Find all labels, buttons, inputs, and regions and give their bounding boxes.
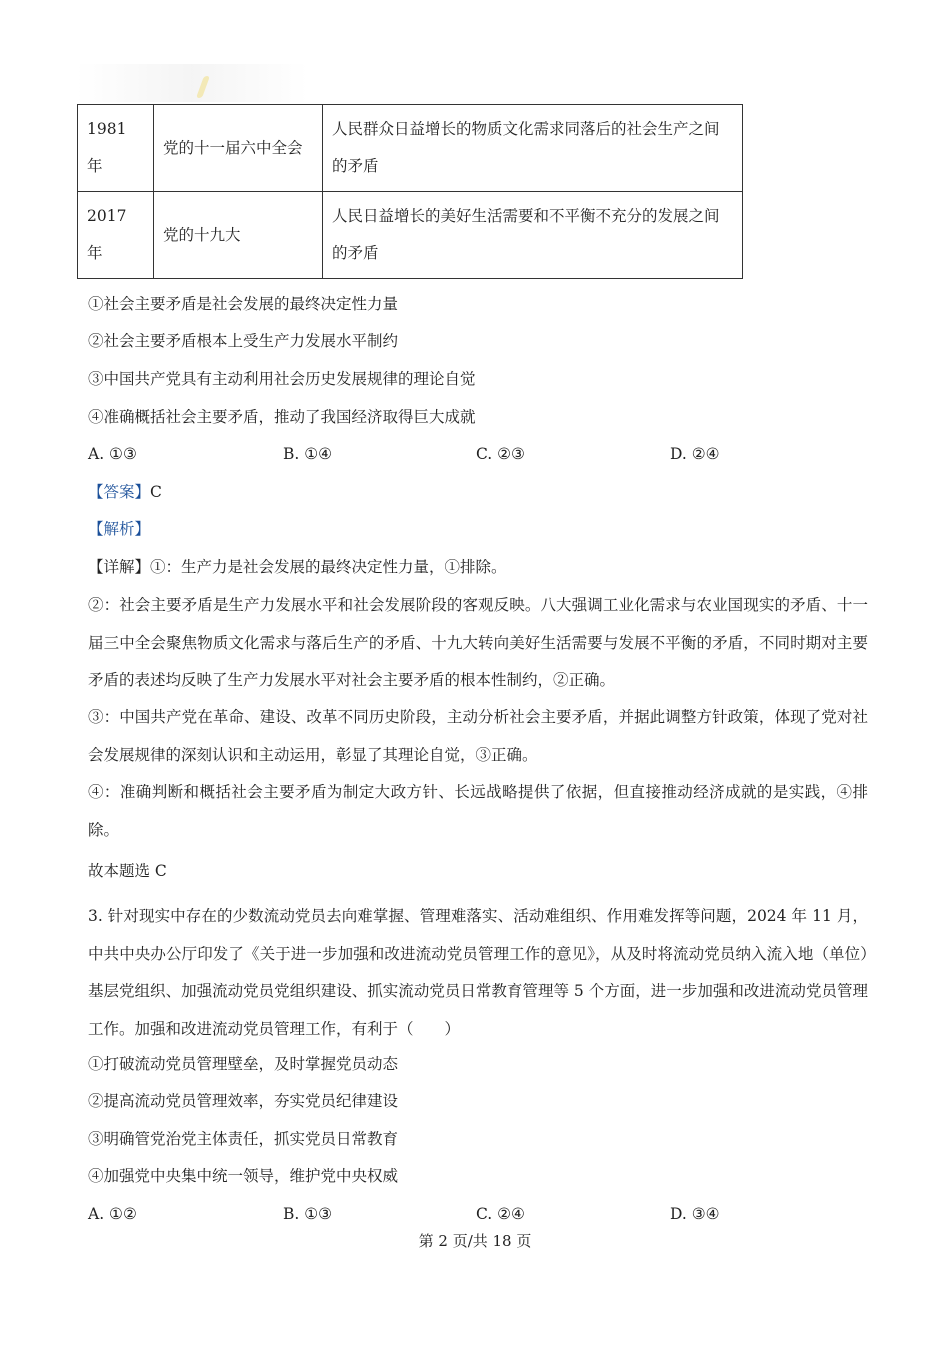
table-cell-contradiction: 人民日益增长的美好生活需要和不平衡不充分的发展之间的矛盾 xyxy=(323,192,743,279)
table-cell-year: 2017 年 xyxy=(78,192,154,279)
detail-4: ④：准确判断和概括社会主要矛盾为制定大政方针、长远战略提供了依据，但直接推动经济成就的是实践，④排除。 xyxy=(88,783,868,839)
option-c: C. ②④ xyxy=(476,1205,525,1223)
option-b: B. ①④ xyxy=(283,445,333,463)
q3-statement-3: ③明确管党治党主体责任，抓实党员日常教育 xyxy=(88,1130,399,1148)
detail-1-text: ①：生产力是社会发展的最终决定性力量，①排除。 xyxy=(150,558,507,576)
option-b: B. ①③ xyxy=(283,1205,333,1223)
option-a: A. ①② xyxy=(88,1205,137,1223)
table-cell-meeting: 党的十一届六中全会 xyxy=(154,105,323,192)
highlight-mark xyxy=(196,76,210,98)
detail-tag: 【详解】 xyxy=(88,558,151,576)
option-d: D. ②④ xyxy=(670,445,720,463)
q2-statement-3: ③中国共产党具有主动利用社会历史发展规律的理论自觉 xyxy=(88,370,476,388)
detail-3: ③：中国共产党在革命、建设、改革不同历史阶段，主动分析社会主要矛盾，并据此调整方针政策，体现了党对社会发展规律的深刻认识和主动运用，彰显了其理论自觉，③正确。 xyxy=(88,708,868,764)
table-cell-meeting: 党的十九大 xyxy=(154,192,323,279)
q3-stem: 3. 针对现实中存在的少数流动党员去向难掌握、管理难落实、活动难组织、作用难发挥等问题，2024 年 11 月，中共中央办公厅印发了《关于进一步加强和改进流动党员管理工作的意见》，从及时将流动党员纳入流入地（单位）基层党组织、加强流动党员党组织建设、抓实流动党员日常教育管理等 5 个方面，进一步加强和改进流动党员管理工作。加强和改进流动党员管理工作，有利于（ ） xyxy=(88,907,868,1038)
table-cell-contradiction: 人民群众日益增长的物质文化需求同落后的社会生产之间的矛盾 xyxy=(323,105,743,192)
q2-statement-2: ②社会主要矛盾根本上受生产力发展水平制约 xyxy=(88,332,399,350)
scan-smudge xyxy=(76,64,308,102)
option-a: A. ①③ xyxy=(88,445,137,463)
answer-line xyxy=(88,481,162,503)
table-cell-year: 1981 年 xyxy=(78,105,154,192)
q3-statement-1: ①打破流动党员管理壁垒，及时掌握党员动态 xyxy=(88,1055,399,1073)
table-row xyxy=(78,105,743,192)
page-footer: 第 2 页/共 18 页 xyxy=(418,1232,532,1250)
q3-statement-2: ②提高流动党员管理效率，夯实党员纪律建设 xyxy=(88,1092,399,1110)
q3-options xyxy=(88,1203,868,1225)
answer-tag: 【答案】 xyxy=(88,483,151,501)
q2-statement-1: ①社会主要矛盾是社会发展的最终决定性力量 xyxy=(88,295,399,313)
detail-1 xyxy=(88,556,507,578)
option-c: C. ②③ xyxy=(476,445,525,463)
detail-2: ②：社会主要矛盾是生产力发展水平和社会发展阶段的客观反映。八大强调工业化需求与农业国现实的矛盾、十一届三中全会聚焦物质文化需求与落后生产的矛盾、十九大转向美好生活需要与发展不平衡的矛盾，不同时期对主要矛盾的表述均反映了生产力发展水平对社会主要矛盾的根本性制约，②正确。 xyxy=(88,596,868,689)
q2-statement-4: ④准确概括社会主要矛盾，推动了我国经济取得巨大成就 xyxy=(88,408,476,426)
q2-options xyxy=(88,443,868,465)
table-row xyxy=(78,192,743,279)
contradiction-table xyxy=(77,104,743,279)
conclusion: 故本题选 C xyxy=(88,862,167,880)
analysis-tag: 【解析】 xyxy=(88,520,151,538)
q3-statement-4: ④加强党中央集中统一领导，维护党中央权威 xyxy=(88,1167,399,1185)
answer-value: C xyxy=(150,483,162,501)
option-d: D. ③④ xyxy=(670,1205,720,1223)
